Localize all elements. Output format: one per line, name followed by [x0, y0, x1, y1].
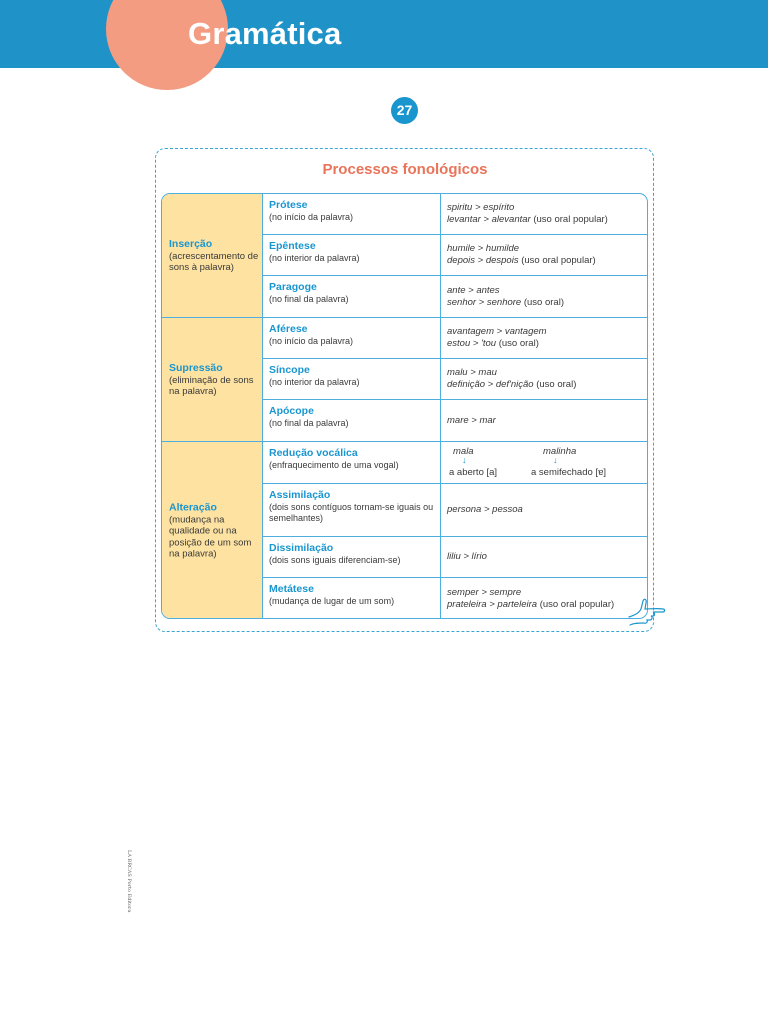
example: avantagem > vantagem [447, 326, 547, 337]
process-name: Paragoge [269, 281, 317, 293]
example: humile > humilde [447, 243, 520, 254]
table-row [263, 276, 647, 318]
process-desc: (dois sons iguais diferenciam-se) [269, 555, 401, 565]
example: malinha [543, 446, 577, 457]
example: persona > pessoa [447, 504, 523, 515]
example-note: (uso oral popular) [539, 599, 615, 610]
process-name: Metátese [269, 583, 314, 595]
category-name: Supressão [169, 361, 223, 374]
example-note: (uso oral) [536, 379, 577, 390]
process-desc: (no interior da palavra) [269, 253, 360, 263]
table-row [263, 359, 647, 400]
process-desc: (no final da palavra) [269, 418, 349, 428]
process-desc: (no final da palavra) [269, 294, 349, 304]
process-desc: (no início da palavra) [269, 212, 354, 222]
table-row [263, 442, 647, 484]
process-desc: (mudança de lugar de um som) [269, 596, 395, 606]
example: estou > 'tou [447, 338, 497, 349]
example-note: a semifechado [ɐ] [531, 467, 606, 478]
table-row [263, 578, 647, 619]
process-name: Prótese [269, 199, 308, 211]
example-note: a aberto [a] [449, 467, 498, 478]
table-row [263, 537, 647, 578]
table-row [263, 318, 647, 359]
table-row [263, 235, 647, 276]
process-name: Apócope [269, 405, 314, 417]
page-number-badge: 27 [391, 97, 418, 124]
pointing-hand-icon [627, 597, 667, 633]
example: liliu > lírio [447, 551, 487, 562]
process-name: Dissimilação [269, 542, 334, 554]
phonology-table [161, 193, 648, 619]
example-note: (uso oral popular) [533, 214, 608, 225]
example-note: (uso oral) [523, 296, 564, 308]
example: semper > sempre [447, 587, 522, 598]
category-name: Inserção [169, 237, 213, 250]
category-desc: (mudança na qualidade ou na posição de um som na palavra) [169, 513, 252, 560]
process-desc: (no início da palavra) [269, 336, 354, 346]
vowel-reduction-example [447, 442, 641, 480]
example-note: (uso oral popular) [521, 255, 596, 266]
category-insercao [162, 194, 263, 318]
example: ante > antes [447, 284, 500, 296]
process-name: Redução vocálica [269, 447, 358, 459]
table-row [263, 194, 647, 235]
example: levantar > alevantar [447, 214, 531, 225]
example: mare > mar [447, 414, 496, 426]
category-desc: (eliminação de sons na palavra) [169, 374, 254, 397]
example: definição > def'nição [447, 379, 534, 390]
arrow-down-icon: ↓ [462, 455, 467, 465]
arrow-down-icon: ↓ [553, 455, 558, 465]
table-row [263, 484, 647, 537]
example: mala [453, 446, 474, 457]
process-name: Epêntese [269, 240, 316, 252]
example: senhor > senhore [447, 296, 522, 308]
process-desc: (dois sons contíguos tornam-se iguais ou semelhantes) [269, 502, 434, 523]
example: prateleira > parteleira [447, 599, 538, 610]
process-desc: (enfraquecimento de uma vogal) [269, 460, 399, 470]
process-name: Síncope [269, 364, 310, 376]
process-name: Aférese [269, 323, 308, 335]
example: malu > mau [447, 367, 497, 378]
side-credit: LA BRCAS Porto Editora [126, 850, 132, 913]
example: spiritu > espírito [447, 202, 515, 213]
example: depois > despois [447, 255, 519, 266]
process-name: Assimilação [269, 489, 331, 501]
example-note: (uso oral) [498, 338, 539, 349]
section-title: Processos fonológicos [322, 161, 488, 178]
table-row [263, 400, 647, 442]
category-desc: (acrescentamento de sons à palavra) [169, 250, 259, 273]
category-supressao [162, 318, 263, 442]
category-alteracao [162, 442, 263, 619]
page-title: Gramática [188, 16, 342, 51]
category-name: Alteração [169, 501, 217, 514]
process-desc: (no interior da palavra) [269, 377, 360, 387]
